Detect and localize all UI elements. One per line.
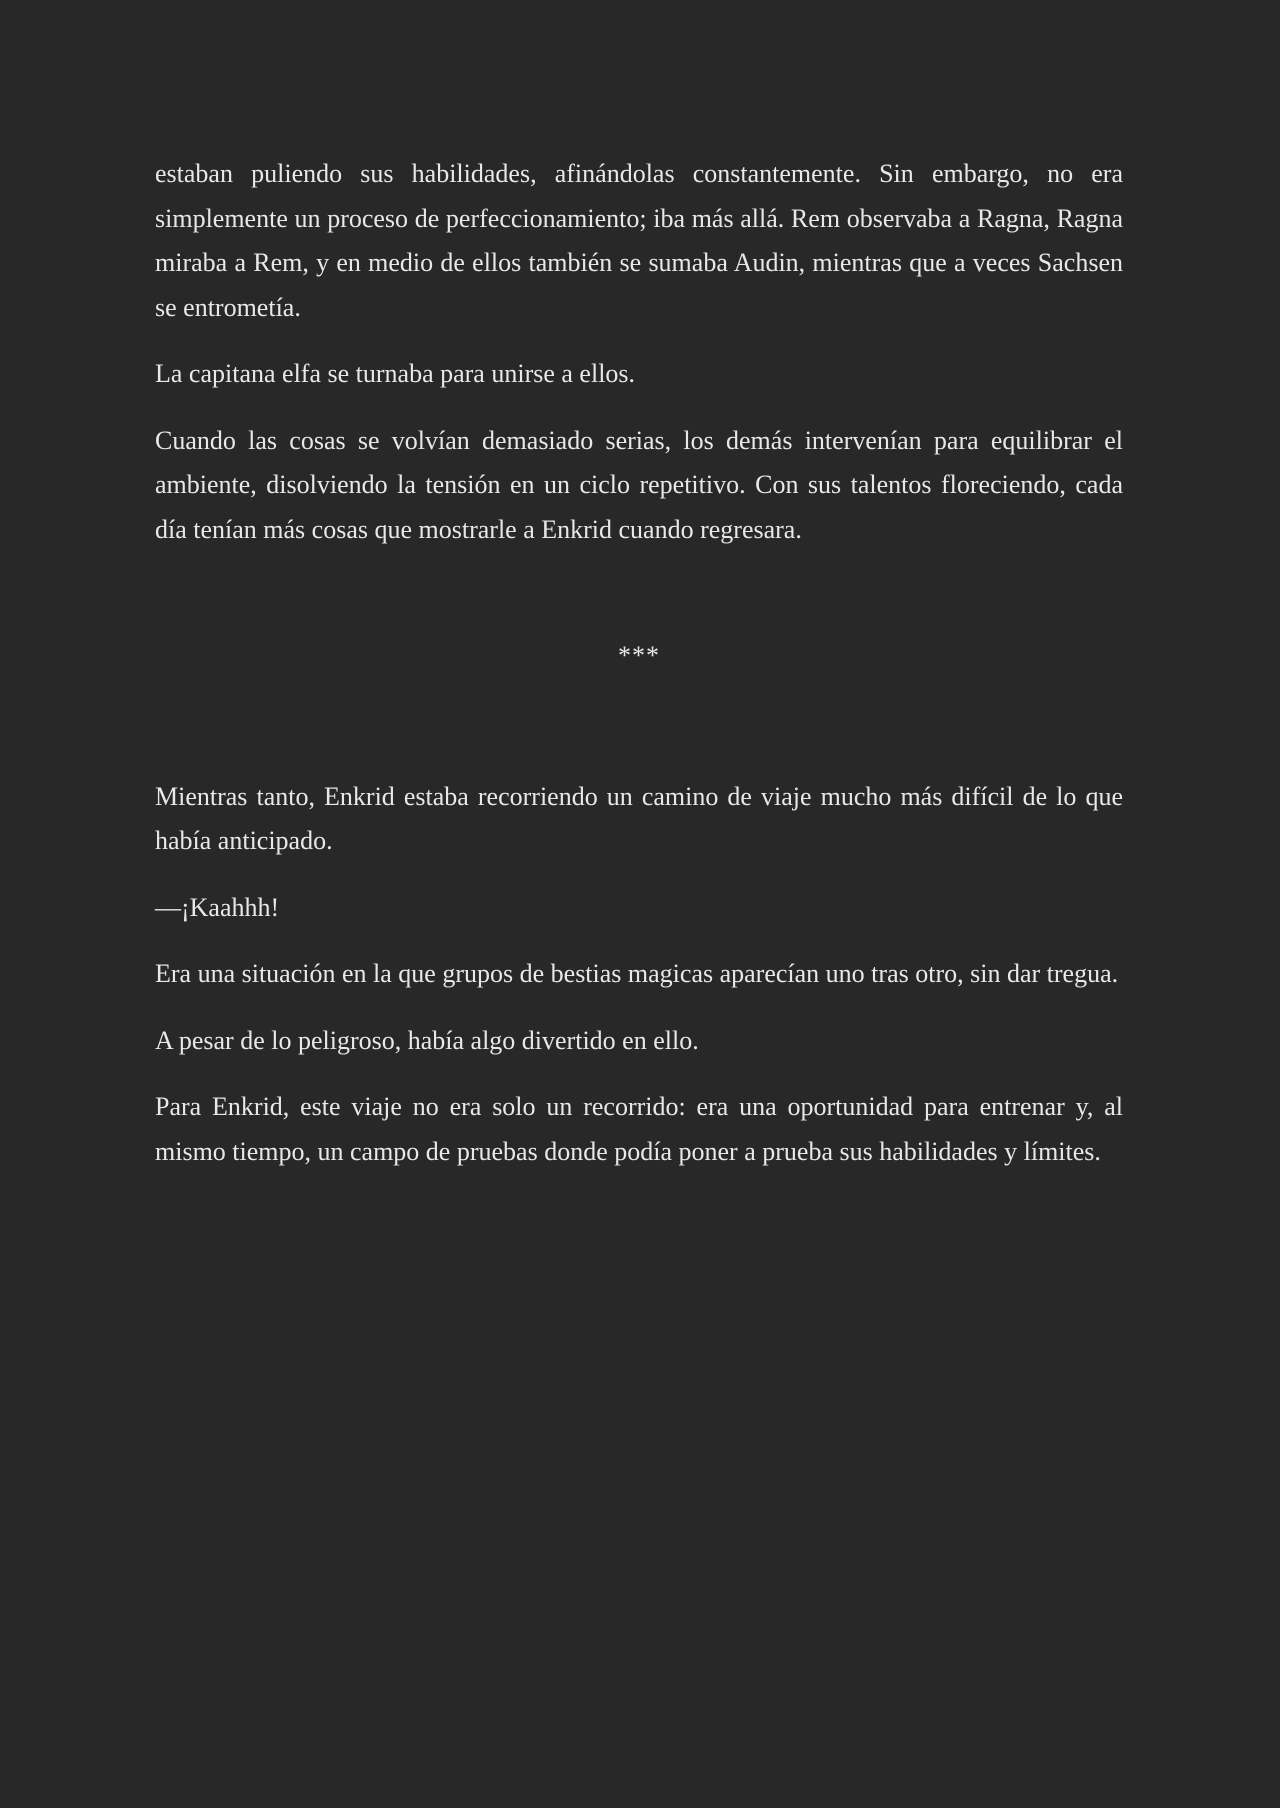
paragraph: Era una situación en la que grupos de bestias magicas aparecían uno tras otro, sin dar tregua. xyxy=(155,959,1119,988)
paragraph: Para Enkrid, este viaje no era solo un recorrido: era una oportunidad para entrenar y, al mismo tiempo, un campo de pruebas donde podía poner a prueba sus habilidades y límites. xyxy=(155,1092,1123,1166)
document-body xyxy=(155,152,1123,1196)
paragraph: La capitana elfa se turnaba para unirse a ellos. xyxy=(155,359,636,388)
paragraph: —¡Kaahhh! xyxy=(155,892,280,922)
paragraph: Mientras tanto, Enkrid estaba recorriendo un camino de viaje mucho más difícil de lo que había anticipado. xyxy=(155,781,1123,855)
paragraph: estaban puliendo sus habilidades, afinándolas constantemente. Sin embargo, no era simplemente un proceso de perfeccionamiento; iba más allá. Rem observaba a Ragna, Ragna miraba a Rem, y en medio de ellos también se sumaba Audin, mientras que a veces Sachsen se entrometía. xyxy=(155,159,1123,322)
paragraph: A pesar de lo peligroso, había algo divertido en ello. xyxy=(155,1025,699,1055)
paragraph: Cuando las cosas se volvían demasiado serias, los demás intervenían para equilibrar el ambiente, disolviendo la tensión en un ciclo repetitivo. Con sus talentos floreciendo, cada día tenían más cosas que mostrarle a Enkrid cuando regresara. xyxy=(155,425,1123,544)
section-separator: *** xyxy=(618,641,660,670)
